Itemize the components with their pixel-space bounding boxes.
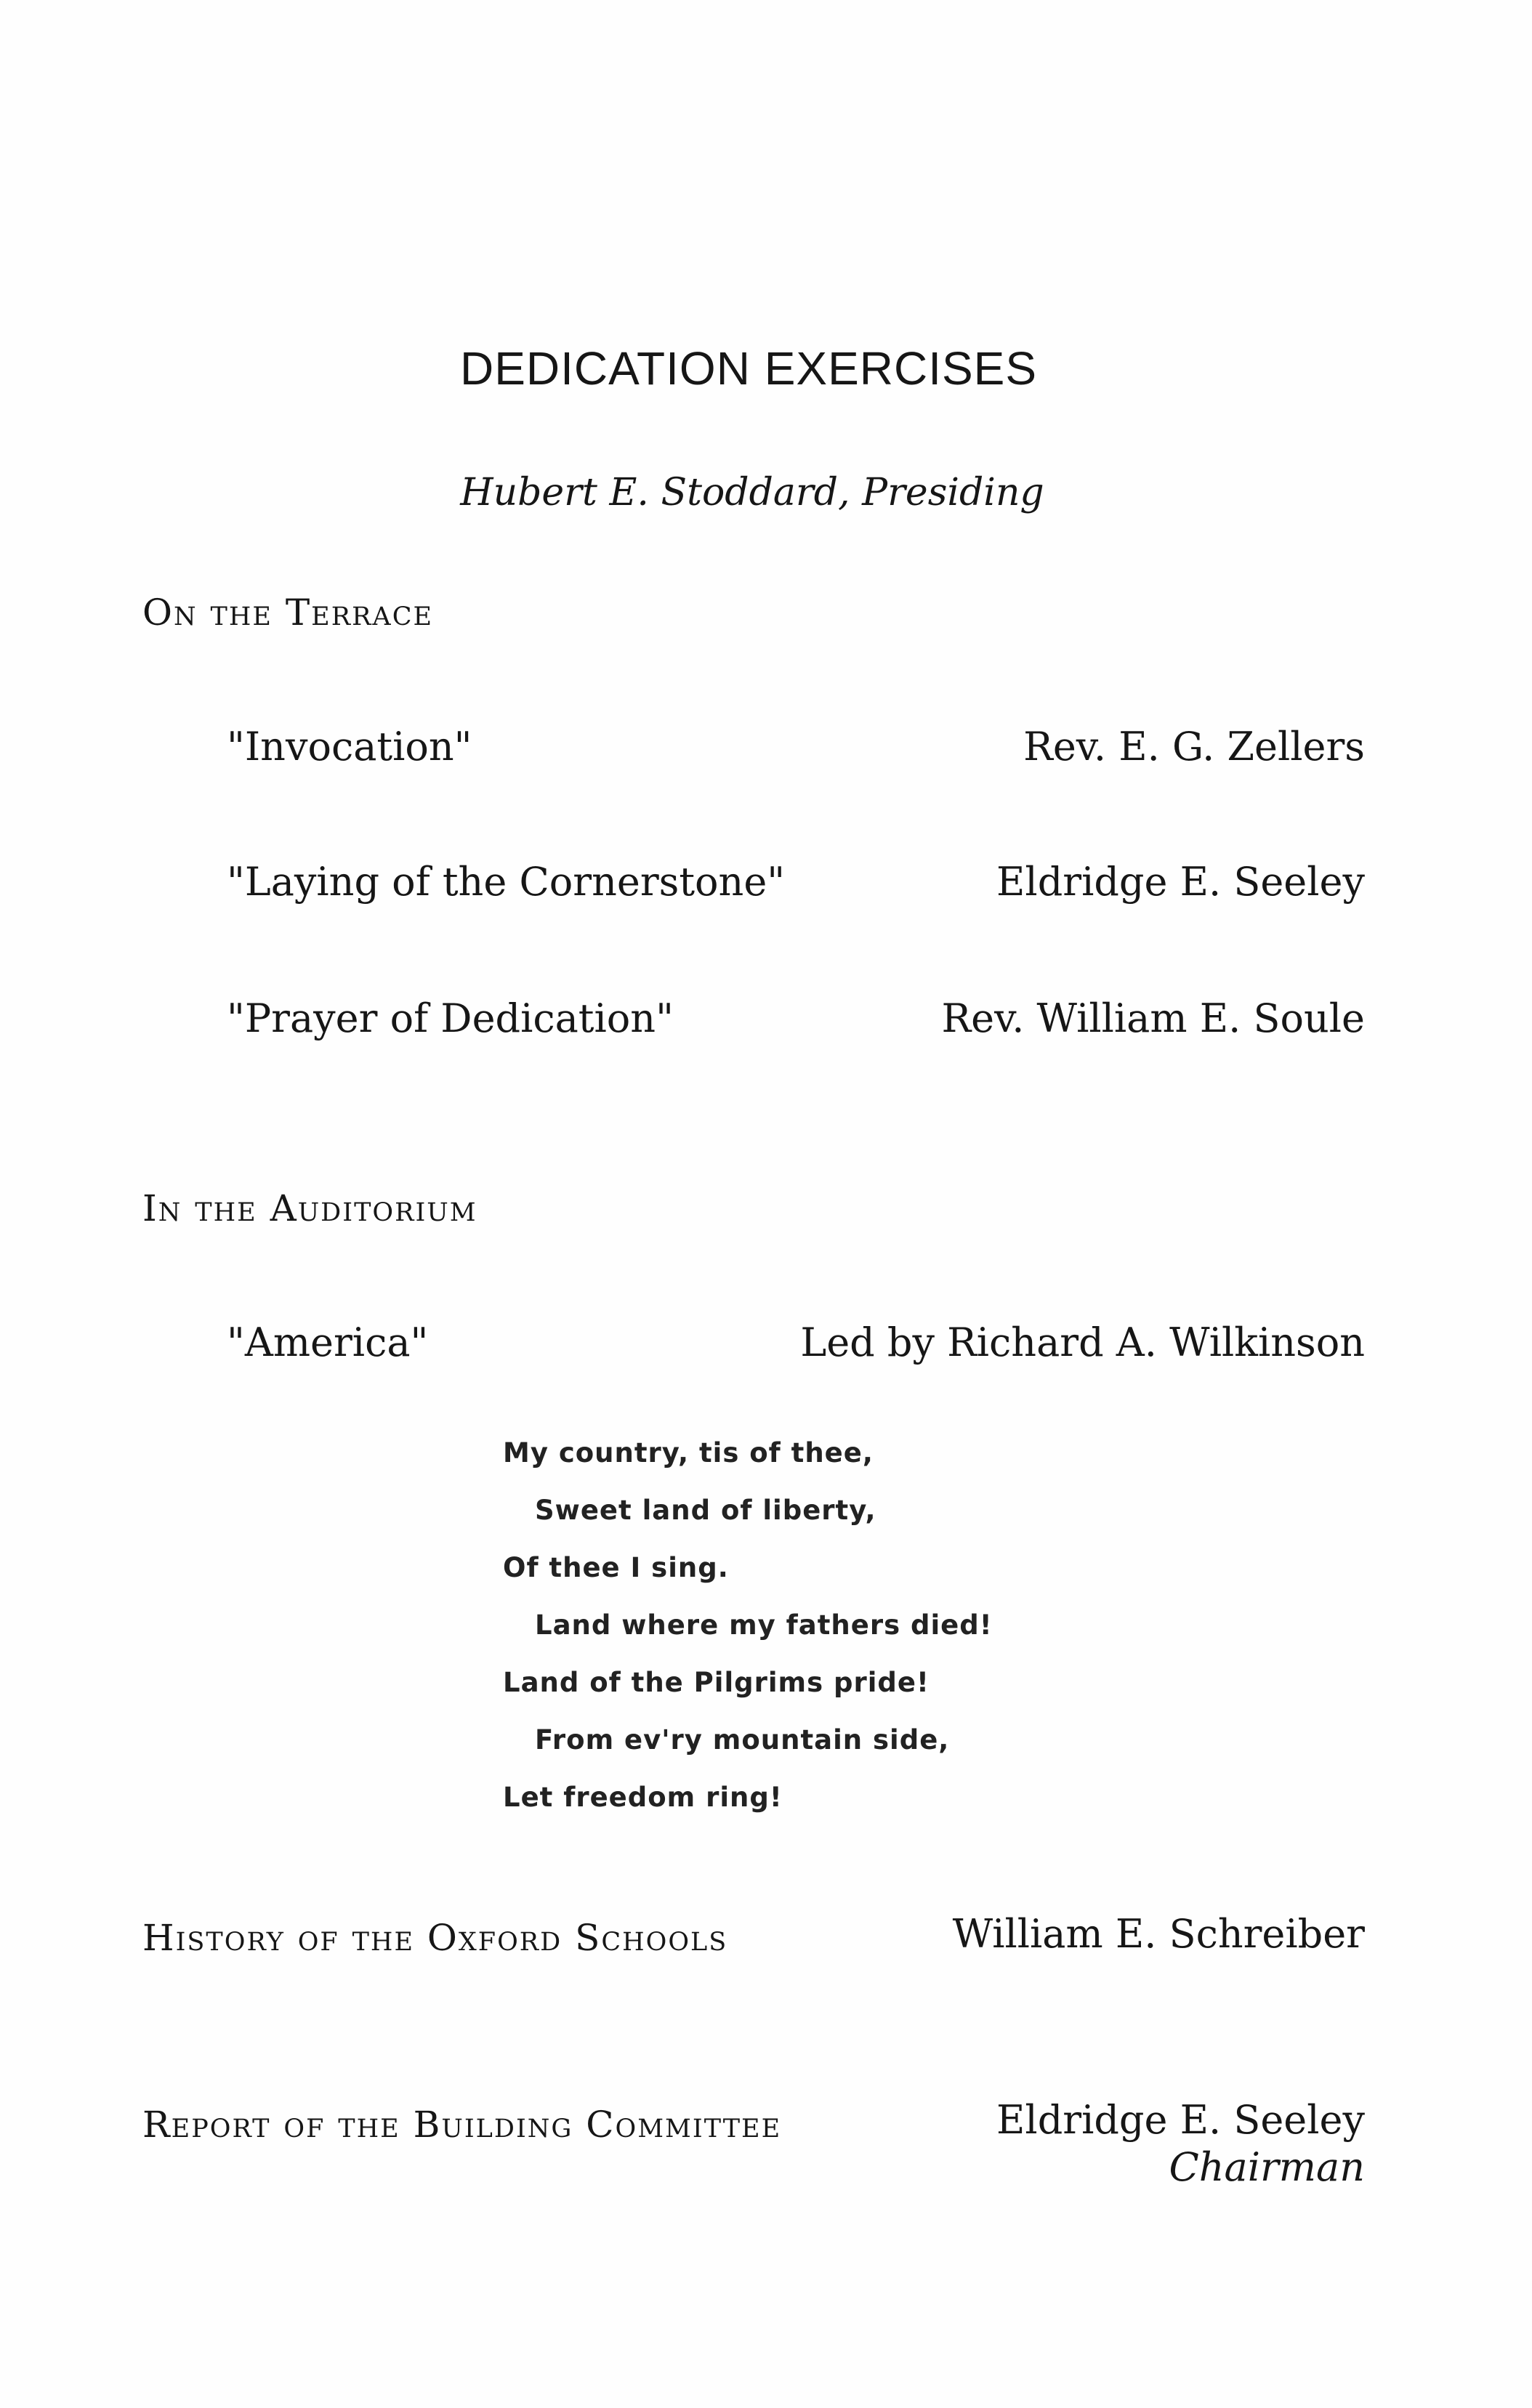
program-person-report [996,2097,1365,2190]
program-item-prayer: "Prayer of Dedication" [227,995,674,1041]
program-person-cornerstone: Eldridge E. Seeley [996,859,1365,905]
presiding-line: Hubert E. Stoddard, Presiding [460,471,1044,514]
lyric-line: Land where my fathers died! [535,1609,993,1641]
program-person-america: Led by Richard A. Wilkinson [800,1320,1365,1365]
section-heading-report: Report of the Building Committee [142,2104,782,2146]
report-person-name: Eldridge E. Seeley [996,2097,1365,2143]
lyric-line: From ev'ry mountain side, [535,1724,950,1756]
program-item-america: "America" [227,1320,429,1365]
song-lyrics [503,1424,993,1826]
program-item-invocation: "Invocation" [227,724,472,769]
lyric-line: Of thee I sing. [503,1552,729,1583]
program-person-invocation: Rev. E. G. Zellers [1023,724,1365,769]
section-heading-history: History of the Oxford Schools [142,1917,728,1959]
report-person-role: Chairman [1169,2144,1365,2190]
lyric-line: My country, tis of thee, [503,1437,874,1468]
program-item-cornerstone: "Laying of the Cornerstone" [227,859,786,905]
section-heading-terrace: On the Terrace [142,591,434,634]
lyric-line: Land of the Pilgrims pride! [503,1667,930,1698]
lyric-line: Let freedom ring! [503,1782,783,1813]
program-person-history: William E. Schreiber [952,1911,1365,1957]
program-person-prayer: Rev. William E. Soule [941,995,1365,1041]
page-title: DEDICATION EXERCISES [459,342,1038,395]
section-heading-auditorium: In the Auditorium [142,1187,477,1229]
lyric-line: Sweet land of liberty, [535,1495,876,1526]
